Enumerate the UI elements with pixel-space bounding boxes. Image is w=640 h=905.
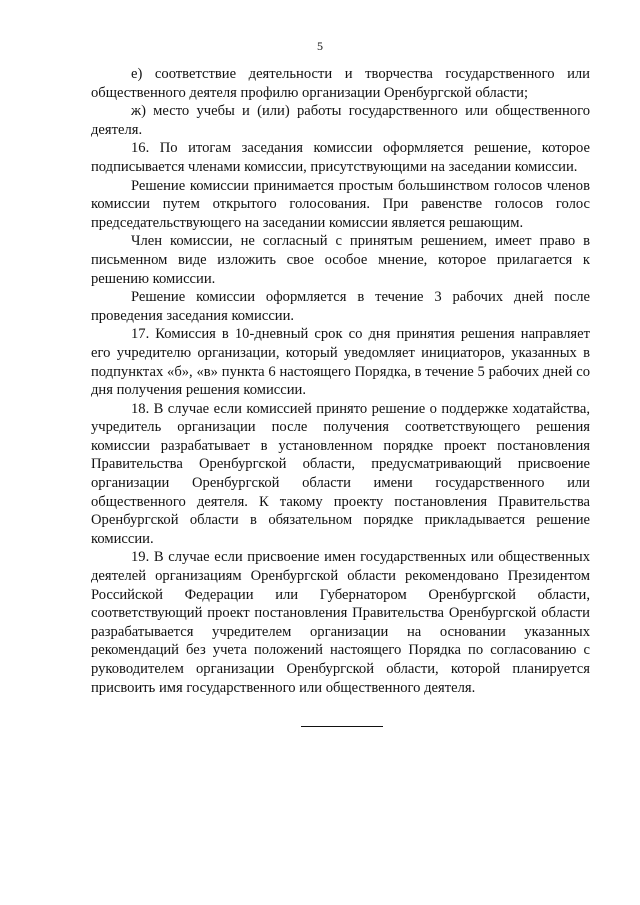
paragraph-clause-17: 17. Комиссия в 10-дневный срок со дня принятия решения направляет его учредителю организации, который уведомляет инициаторов, указанных в подпунктах «б», «в» пункта 6 настоящего Порядка, в течение 5 рабочих дней со дня получения решения комиссии. (91, 326, 590, 399)
paragraph-dissenting-opinion: Член комиссии, не согласный с принятым решением, имеет право в письменном виде изложить свое особое мнение, которое прилагается к решению комиссии. (91, 233, 590, 287)
document-body (91, 65, 590, 697)
closing-divider (301, 726, 383, 727)
paragraph-decision-deadline: Решение комиссии оформляется в течение 3 рабочих дней после проведения заседания комиссии. (91, 289, 590, 324)
page-number: 5 (317, 39, 323, 53)
paragraph-clause-18: 18. В случае если комиссией принято решение о поддержке ходатайства, учредитель организации после получения соответствующего решения комиссии разрабатывает в установленном порядке проект постановления Правительства Оренбургской области, предусматривающий присвоение организации Оренбургской области имени государственного или общественного деятеля. К такому проекту постановления Правительства Оренбургской области в обязательном порядке прикладывается решение комиссии. (91, 400, 590, 547)
paragraph-clause-16: 16. По итогам заседания комиссии оформляется решение, которое подписывается членами комиссии, присутствующими на заседании комиссии. (91, 140, 590, 175)
paragraph-clause-19: 19. В случае если присвоение имен государственных или общественных деятелей организациям Оренбургской области рекомендовано Президентом Российской Федерации или Губернатором Оренбургской области, соответствующий проект постановления Правительства Оренбургской области разрабатывается учредителем организации на основании указанных рекомендаций без учета положений настоящего Порядка по согласованию с руководителем организации Оренбургской области, которой планируется присвоить имя государственного или общественного деятеля. (91, 549, 590, 696)
paragraph-decision-voting: Решение комиссии принимается простым большинством голосов членов комиссии путем открытого голосования. При равенстве голосов голос председательствующего на заседании комиссии является решающим. (91, 177, 590, 231)
paragraph-item-zh: ж) место учебы и (или) работы государственного или общественного деятеля. (91, 103, 590, 138)
paragraph-item-e: е) соответствие деятельности и творчества государственного или общественного деятеля профилю организации Оренбургской области; (91, 66, 590, 101)
